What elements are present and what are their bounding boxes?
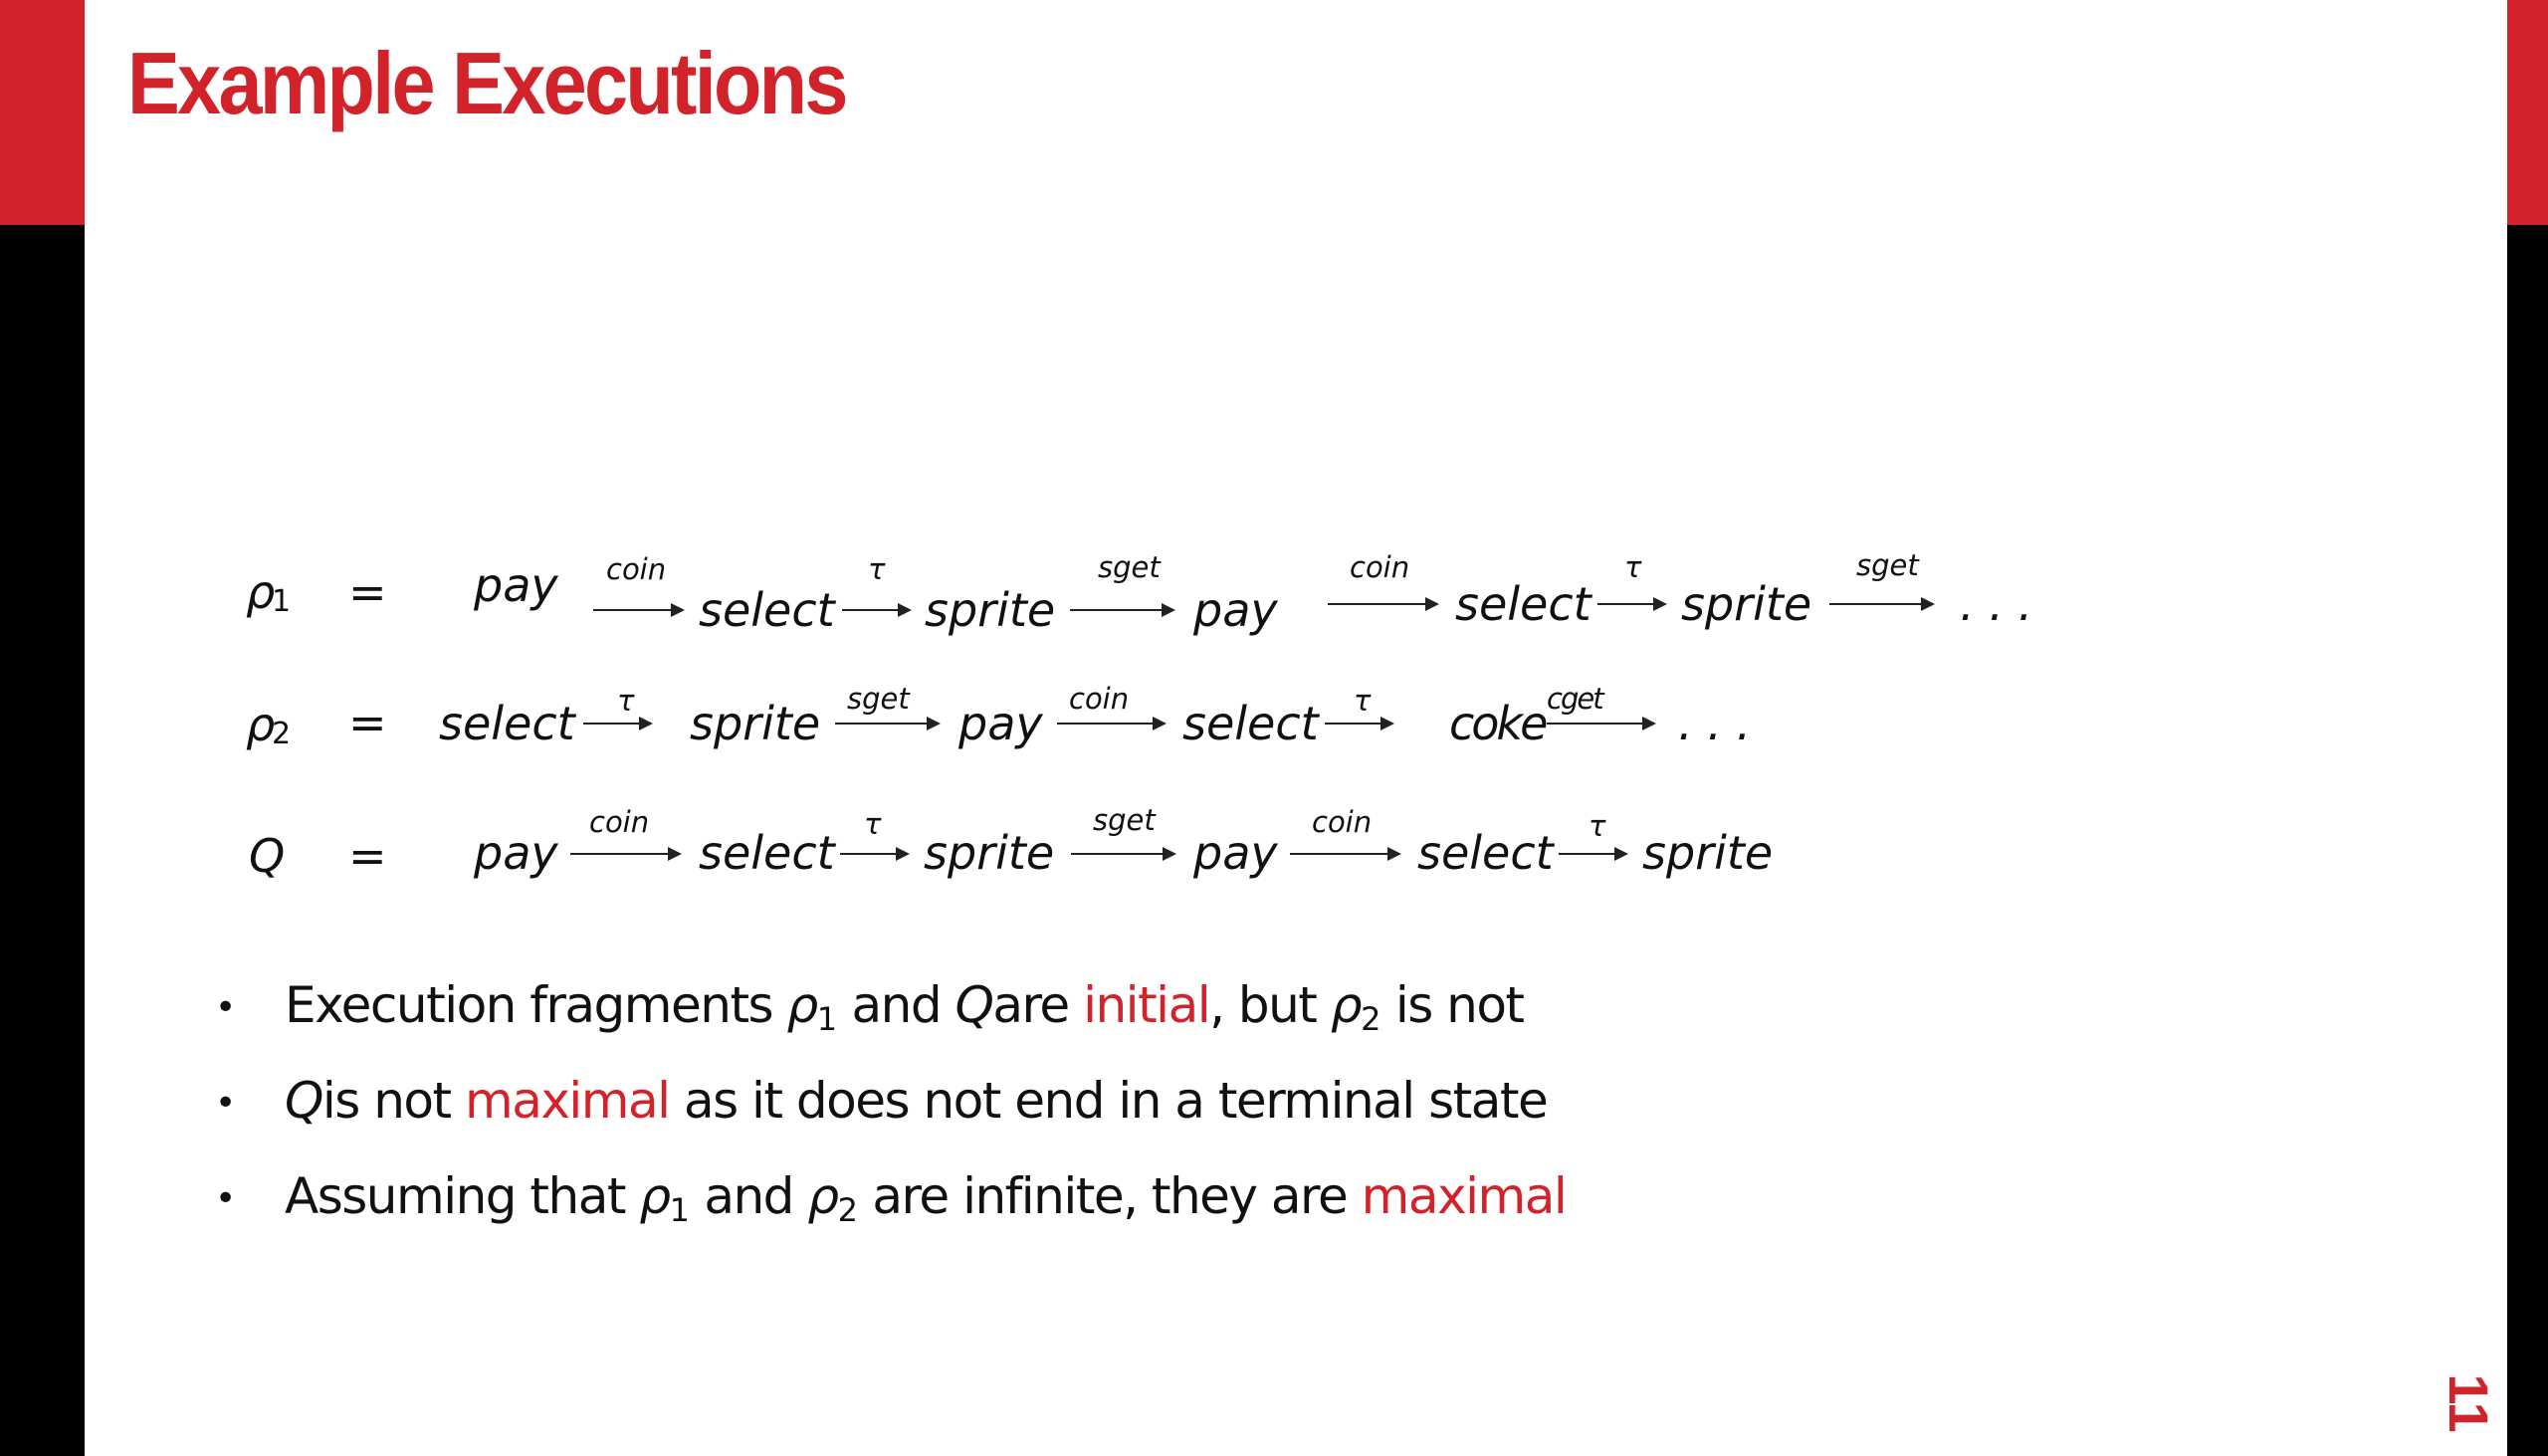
rho2-action-4: τ xyxy=(1354,684,1372,718)
q-state-6: sprite xyxy=(1642,826,1774,880)
q-action-4: coin xyxy=(1312,805,1373,839)
rho1-action-2: τ xyxy=(868,552,886,586)
bullet-2-highlight: maximal xyxy=(464,1072,670,1130)
rho2-ellipsis: . . . xyxy=(1678,697,1752,750)
bullet-3-text-c: are infinite, they are xyxy=(857,1167,1362,1225)
bullet-marker-3: • xyxy=(215,1178,237,1219)
rho1-state-6: sprite xyxy=(1681,577,1812,631)
q-equals: = xyxy=(348,829,387,883)
rho1-subscript: 1 xyxy=(272,584,292,619)
bullet-marker-1: • xyxy=(215,987,237,1028)
rho1-symbol: ρ xyxy=(246,565,276,619)
bullet-1-rho-sub: 1 xyxy=(816,1000,838,1038)
q-symbol: Q xyxy=(249,829,286,883)
bullet-3-rho: ρ xyxy=(639,1167,670,1225)
rho1-action-6: sget xyxy=(1856,548,1919,582)
rho2-state-4: select xyxy=(1182,697,1319,750)
bullet-marker-2: • xyxy=(215,1083,237,1124)
bullet-1-rho2: ρ xyxy=(1330,976,1362,1034)
q-state-1: pay xyxy=(474,826,558,880)
q-state-3: sprite xyxy=(924,826,1055,880)
bullet-1-rho2-sub: 2 xyxy=(1361,1000,1381,1038)
rho1-action-4: coin xyxy=(1350,550,1410,584)
bullet-1-text-c: are xyxy=(992,976,1084,1034)
bullet-3-highlight: maximal xyxy=(1361,1167,1567,1225)
q-action-1: coin xyxy=(589,805,650,839)
rho2-state-1: select xyxy=(439,697,575,750)
rho1-state-4: pay xyxy=(1193,583,1278,637)
rho1-action-1: coin xyxy=(606,552,667,586)
bullet-2-text-b: as it does not end in a terminal state xyxy=(669,1072,1548,1130)
bullet-1-text-a: Execution fragments xyxy=(285,976,787,1034)
rho2-action-1: τ xyxy=(617,684,635,718)
rho1-state-1: pay xyxy=(474,558,558,612)
rho1-ellipsis: . . . xyxy=(1960,577,2033,631)
rho1-state-2: select xyxy=(699,583,835,637)
q-action-5: τ xyxy=(1589,809,1606,843)
rho2-symbol: ρ xyxy=(246,698,276,751)
bullet-1-text-d: , but xyxy=(1209,976,1331,1034)
rho2-state-5: coke xyxy=(1449,697,1546,750)
rho2-equals: = xyxy=(348,696,387,749)
bullet-2 xyxy=(285,1072,1548,1130)
bullet-3 xyxy=(285,1167,1567,1229)
bullet-1-text-b: and xyxy=(837,976,956,1034)
rho2-action-2: sget xyxy=(847,682,910,716)
bullet-1-rho: ρ xyxy=(786,976,817,1034)
bullet-1-q: Q xyxy=(955,976,993,1034)
page-number: 11 xyxy=(2438,1373,2500,1433)
bullet-2-q: Q xyxy=(285,1072,322,1130)
rho2-subscript: 2 xyxy=(272,717,292,751)
bullet-2-text-a: is not xyxy=(321,1072,465,1130)
q-action-2: τ xyxy=(864,807,882,841)
rho2-action-5: cget xyxy=(1547,682,1602,716)
rho1-equals: = xyxy=(348,565,387,619)
bullet-3-text-a: Assuming that xyxy=(285,1167,640,1225)
rho1-action-5: τ xyxy=(1624,550,1642,584)
q-action-3: sget xyxy=(1093,803,1156,837)
bullet-3-text-b: and xyxy=(689,1167,808,1225)
rho2-action-3: coin xyxy=(1069,682,1130,716)
q-state-5: select xyxy=(1417,826,1554,880)
rho1-state-3: sprite xyxy=(925,583,1056,637)
rho1-state-5: select xyxy=(1455,577,1592,631)
bullet-3-rho2: ρ xyxy=(807,1167,838,1225)
bullet-3-rho-sub: 1 xyxy=(669,1191,690,1229)
slide-title: Example Executions xyxy=(127,34,846,132)
bullet-3-rho2-sub: 2 xyxy=(837,1191,858,1229)
bullet-1-highlight: initial xyxy=(1083,976,1210,1034)
q-state-4: pay xyxy=(1193,826,1278,880)
rho1-action-3: sget xyxy=(1098,550,1161,584)
bullet-1-text-e: is not xyxy=(1380,976,1524,1034)
q-state-2: select xyxy=(699,826,835,880)
rho2-state-2: sprite xyxy=(690,697,821,750)
bullet-1 xyxy=(285,976,1524,1038)
rho2-state-3: pay xyxy=(958,697,1043,750)
